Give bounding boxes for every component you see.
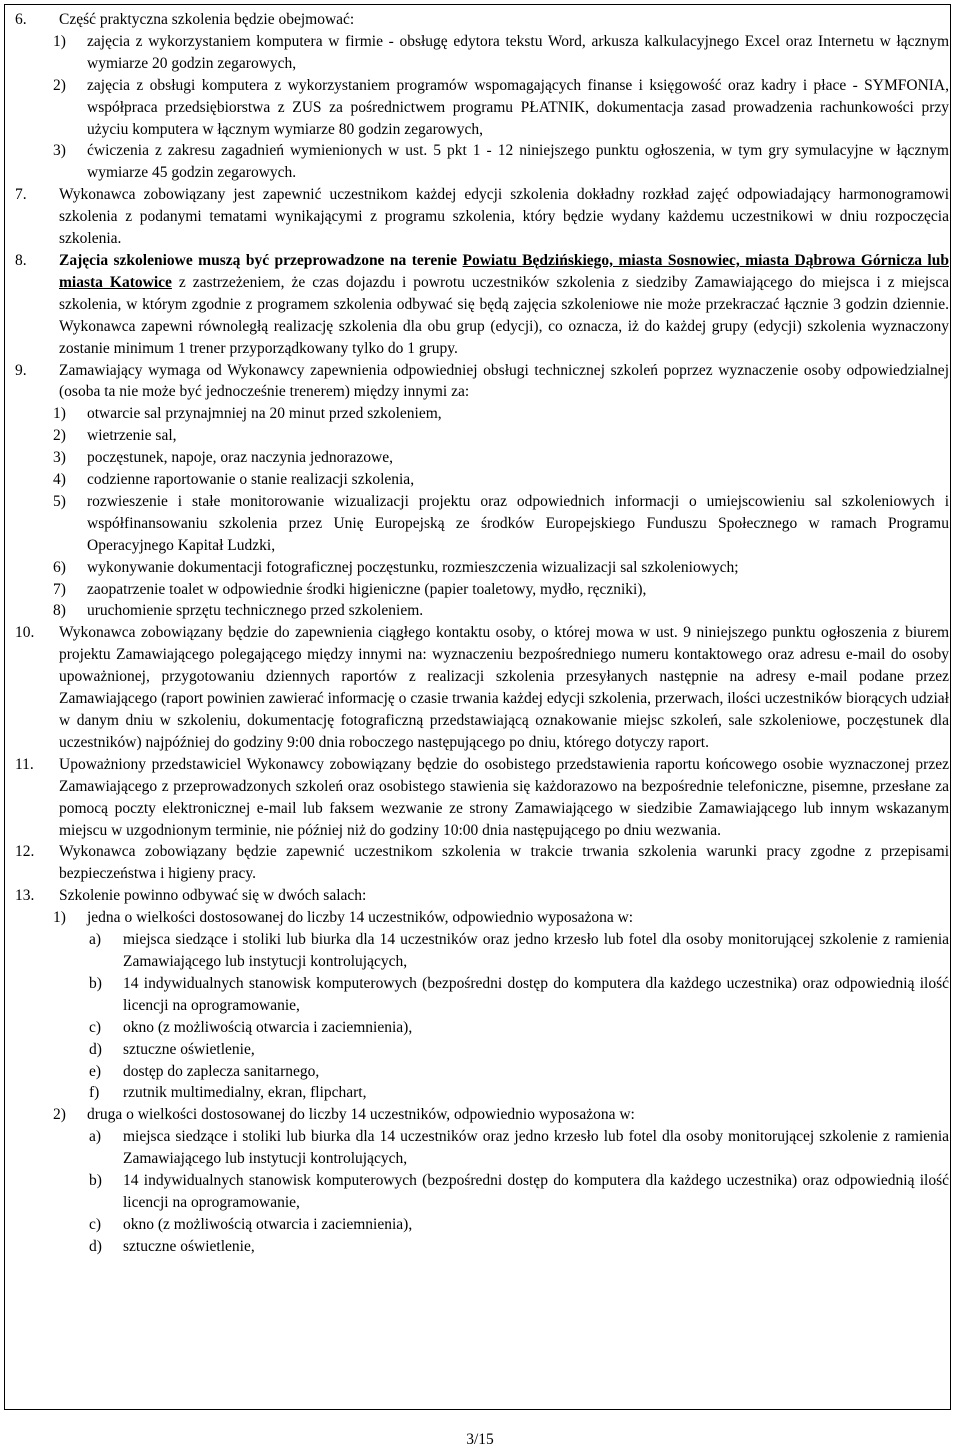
item-number: 7. [15,186,27,204]
item-number: 8) [53,602,66,620]
item-text: z zastrzeżeniem, że czas dojazdu i powrotu uczestników szkolenia z siedziby Zamawiającego do miejsca i z miejsca szkolenia, w którym zgodnie z programem szkolenia odbywać się będą zajęcia szkoleniowe nie może przekraczać łącznie 3 godzin dziennie. Wykonawca zapewni równoległą realizację szkolenia dla obu grup (edycji), co oznacza, iż do każdej grupy (edycji) szkolenia wyznaczony zostanie minimum 1 trener przyporządkowany tylko do 1 grupy. [59,273,950,357]
item-number: 2) [53,427,66,445]
list-item [13,1170,949,1214]
item-number: 2) [53,1106,66,1124]
item-number: a) [89,931,102,949]
item-text: Zamawiający wymaga od Wykonawcy zapewnienia odpowiedniej obsługi technicznej szkoleń poprzez wyznaczenie osoby odpowiedzialnej (osoba ta nie może być jednocześnie trenerem) między innymi za: [59,361,949,401]
item-text: jedna o wielkości dostosowanej do liczby 14 uczestników, odpowiednio wyposażona w: [87,909,634,927]
item-text: Część praktyczna szkolenia będzie obejmować: [59,11,355,28]
item-text: miejsca siedzące i stoliki lub biurka dla 14 uczestników oraz jedno krzesło lub fotel dla osoby monitorującej szkolenie z ramienia Zamawiającego lub instytucji kontrolujących, [123,1128,949,1168]
list-item [13,622,949,753]
item-number: 6. [15,11,27,28]
item-number: 13. [15,887,35,905]
list-item [13,1236,949,1258]
item-text: rozwieszenie i stałe monitorowanie wizualizacji projektu oraz odpowiednich informacji o umiejscowieniu sal szkoleniowych i współfinansowaniu szkolenia przez Unię Europejską ze środków Europejskiego Funduszu Społecznego w ramach Programu Operacyjnego Kapitał Ludzki, [87,492,949,554]
item-number: 1) [53,405,66,423]
bold-text: Zajęcia szkoleniowe muszą być przeprowadzone na terenie [59,251,463,269]
list-item [13,360,949,404]
item-text: 14 indywidualnych stanowisk komputerowych (bezpośredni dostęp do komputera dla każdego uczestnika) oraz odpowiednią ilość licencji na oprogramowanie, [123,1172,949,1211]
item-text: okno (z możliwością otwarcia i zaciemnienia), [123,1215,413,1233]
list-item [13,907,949,929]
list-item [13,973,949,1017]
item-number: d) [89,1040,102,1058]
list-item [13,1017,949,1039]
item-text: ćwiczenia z zakresu zagadnień wymienionych w ust. 5 pkt 1 - 12 niniejszego punktu ogłoszenia, w tym gry symulacyjne w łącznym wymiarze 45 godzin zegarowych. [87,142,949,182]
item-number: d) [89,1237,102,1255]
item-number: 1) [53,909,66,927]
list-item [13,403,949,425]
item-text: okno (z możliwością otwarcia i zaciemnienia), [123,1018,413,1036]
item-text: dostęp do zaplecza sanitarnego, [123,1062,320,1080]
document-body [13,9,949,1258]
item-number: b) [89,1172,102,1190]
bold-underlined-text: Powiatu Będzińskiego, miasta Sosnowiec, miasta Dąbrowa Górnicza lub miasta Katowice [59,251,949,291]
item-text: sztuczne oświetlenie, [123,1237,255,1255]
item-number: 2) [53,76,66,94]
item-number: 1) [53,32,66,50]
item-number: 7) [53,580,66,598]
list-item [13,31,949,75]
item-text: zajęcia z obsługi komputera z wykorzystaniem programów wspomagających finanse i księgowość oraz kadry i płace - SYMFONIA, współpraca przedsiębiorstwa z ZUS za pośrednictwem programu PŁATNIK, dokumentacja zasad prowadzenia rachunkowości przy użyciu komputera w łącznym wymiarze 80 godzin zegarowych, [87,76,949,138]
item-text: wietrzenie sal, [87,427,177,445]
item-number: 6) [53,558,66,576]
list-item [13,469,949,491]
item-text: miejsca siedzące i stoliki lub biurka dla 14 uczestników oraz jedno krzesło lub fotel dla osoby monitorującej szkolenie z ramienia Zamawiającego lub instytucji kontrolujących, [123,931,949,970]
item-text: Wykonawca zobowiązany będzie do zapewnienia ciągłego kontaktu osoby, o której mowa w ust. 9 niniejszego punktu ogłoszenia z biurem projektu Zamawiającego polegającego między innymi na: wyznaczeniu bezpośredniego numeru kontaktowego oraz adresu e-mail do osoby upoważnionej, przygotowaniu dziennych raportów z realizacji szkolenia przesyłanych następnie na adresy e-mail podane przez Zamawiającego (raport powinien zawierać informację o czasie trwania każdej edycji szkolenia, przerwach, ilości uczestników biorących udział w danym dniu w szkoleniu, dokumentację fotograficzną przedstawiającą oznakowanie miejsc szkoleń, sale szkoleniowe, poczęstunek dla uczestników) najpóźniej do godziny 9:00 dnia roboczego następującego po dniu, którego dotyczy raport. [59,624,949,751]
item-number: e) [89,1062,102,1080]
item-text: druga o wielkości dostosowanej do liczby 14 uczestników, odpowiednio wyposażona w: [87,1106,635,1124]
list-item [13,1061,949,1083]
item-text: Wykonawca zobowiązany jest zapewnić uczestnikom każdej edycji szkolenia dokładny rozkład zajęć odpowiadający harmonogramowi szkolenia z podanymi tematami wynikającymi z programu szkolenia, który będzie wydany każdemu uczestnikowi w dniu rozpoczęcia szkolenia. [59,186,949,248]
item-number: 11. [15,755,34,773]
item-number: 4) [53,471,66,489]
list-item [13,75,949,141]
list-item [13,929,949,973]
list-item [13,557,949,579]
item-number: 3) [53,449,66,467]
item-number: f) [89,1084,100,1102]
list-item [13,600,949,622]
item-text: zajęcia z wykorzystaniem komputera w firmie - obsługę edytora tekstu Word, arkusza kalkulacyjnego Excel oraz Internetu w łącznym wymiarze 20 godzin zegarowych, [87,32,949,72]
item-number: a) [89,1128,102,1146]
list-item [13,885,949,907]
item-number: c) [89,1018,102,1036]
list-item [13,425,949,447]
item-number: 12. [15,843,35,861]
item-text: Upoważniony przedstawiciel Wykonawcy zobowiązany będzie do osobistego przedstawienia raportu końcowego osobie wyznaczonej przez Zamawiającego z przeprowadzonych szkoleń oraz osobistego stawienia się każdorazowo na bezpośrednie telefoniczne, pisemne, przesłane za pomocą poczty elektronicznej e-mail lub faksem wezwanie ze strony Zamawiającego w siedzibie Zamawiającego lub innym wskazanym miejscu w uzgodnionym terminie, nie później niż do godziny 10:00 dnia następującego po dniu wezwania. [59,755,949,839]
item-number: c) [89,1215,102,1233]
page-frame [4,4,951,1410]
item-text: zaopatrzenie toalet w odpowiednie środki higieniczne (papier toaletowy, mydło, ręczniki), [87,580,647,598]
list-item [13,1214,949,1236]
item-text: rzutnik multimedialny, ekran, flipchart, [123,1084,367,1102]
list-item [13,841,949,885]
item-number: 9. [15,361,27,379]
item-text: uruchomienie sprzętu technicznego przed szkoleniem. [87,602,424,620]
item-text: codzienne raportowanie o stanie realizacji szkolenia, [87,471,415,489]
item-number: b) [89,974,102,992]
list-item [13,184,949,250]
item-text: wykonywanie dokumentacji fotograficznej poczęstunku, rozmieszczenia wizualizacji sal szkoleniowych; [87,558,739,576]
item-text: 14 indywidualnych stanowisk komputerowych (bezpośredni dostęp do komputera dla każdego uczestnika) oraz odpowiednią ilość licencji na oprogramowanie, [123,974,949,1014]
item-number: 10. [15,624,35,642]
item-number: 3) [53,142,66,160]
list-item [13,140,949,184]
item-number: 5) [53,492,66,510]
list-item [13,1082,949,1104]
item-number: 8. [15,251,27,269]
list-item [13,250,949,360]
list-item [13,1104,949,1126]
item-text: poczęstunek, napoje, oraz naczynia jednorazowe, [87,449,393,467]
list-item [13,1126,949,1170]
list-item [13,1039,949,1061]
list-item [13,9,949,31]
list-item [13,491,949,557]
list-item [13,447,949,469]
page-number: 3/15 [466,1431,494,1448]
list-item [13,579,949,601]
item-text: Szkolenie powinno odbywać się w dwóch salach: [59,887,367,905]
item-text: Wykonawca zobowiązany będzie zapewnić uczestnikom szkolenia w trakcie trwania szkolenia warunki pracy zgodne z przepisami bezpieczeństwa i higieny pracy. [59,843,949,883]
item-text: sztuczne oświetlenie, [123,1040,255,1058]
list-item [13,754,949,842]
item-text: otwarcie sal przynajmniej na 20 minut przed szkoleniem, [87,405,442,423]
